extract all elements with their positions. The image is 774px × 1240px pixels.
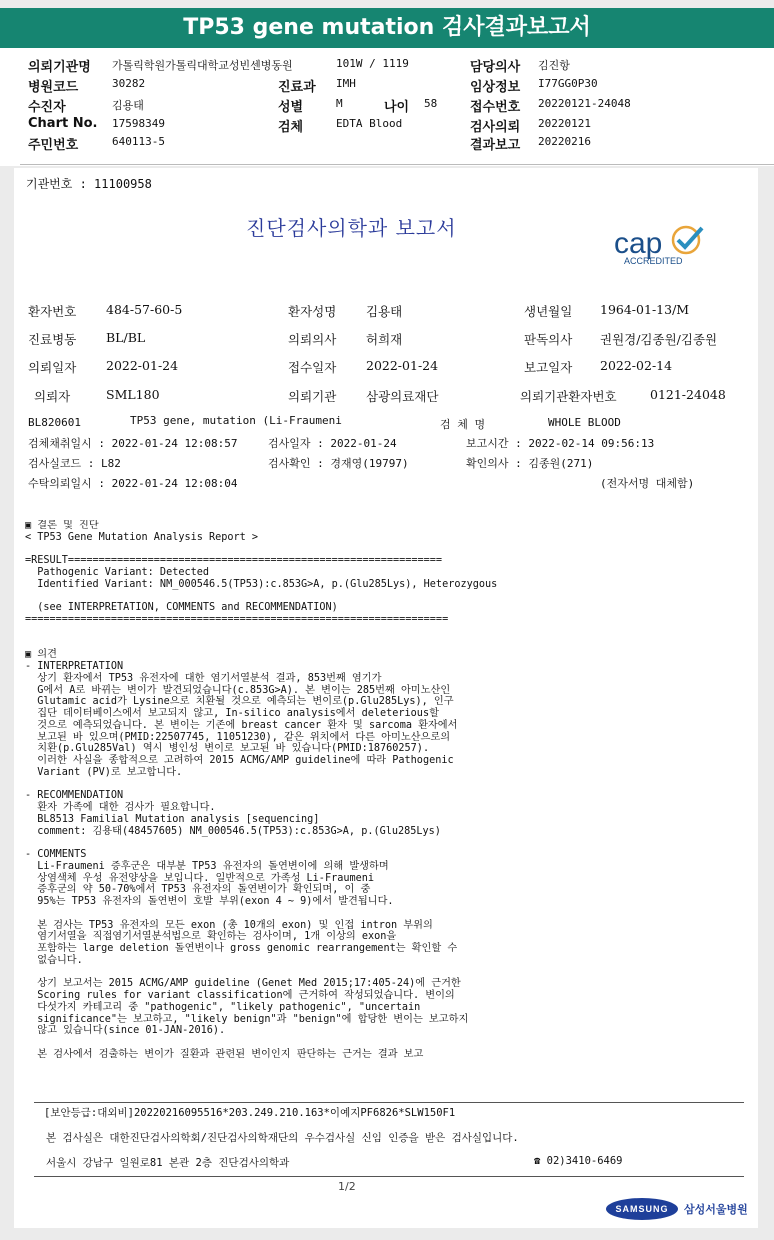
certification-note: 본 검사실은 대한진단검사의학회/진단검사의학재단의 우수검사실 신임 인증을 받은 검사실입니다. [46,1132,519,1144]
label-patient-name: 환자성명 [288,304,337,319]
label-institution: 의뢰기관명 [28,60,91,75]
security-line: [보안등급:대외비]20220216095516*203.249.210.163*이예지PF6826*SLW150F1 [44,1107,456,1119]
value-clinical-info: I77GG0P30 [538,77,598,90]
value-department: IMH [336,77,356,90]
value-request-doctor: 허희재 [366,332,403,347]
e-signature-note: (전자서명 대체함) [600,477,695,490]
cap-accredited-text: ACCREDITED [624,256,683,266]
value-birth: 1964-01-13/M [600,302,690,317]
label-department: 진료과 [278,80,316,95]
report-time: 보고시간 : 2022-02-14 09:56:13 [466,437,655,450]
value-report-day: 2022-02-14 [600,358,673,373]
value-patient-name: 김용태 [366,304,403,319]
specimen-name: WHOLE BLOOD [548,416,621,429]
value-resident-no: 640113-5 [112,135,165,148]
test-confirm: 검사확인 : 경재영(19797) [268,457,409,470]
cap-logo [612,220,722,268]
value-receipt-day: 2022-01-24 [366,358,439,373]
test-name: TP53 gene, mutation (Li-Fraumeni [130,414,342,427]
label-request-doctor: 의뢰의사 [288,332,337,347]
report-body-text: ▣ 결론 및 진단 < TP53 Gene Mutation Analysis Report > =RESULT============================================================= Pathogenic Variant: Detected Identified Variant: NM_000546.5(TP53):c.853G>A, p.(Glu285Lys), Heterozygous (see INTERPRETATION, COMMENTS and RECOMMENDATION) ===================================================================== ▣ 의견 - INTERPRETATION 상기 환자에서 TP53 유전자에 대한 염기서열분석 결과, 853번째 염기가 G에서 A로 바뀌는 변이가 발견되었습니다(c.853G>A). 본 변이는 285번째 아미노산인 Glutamic acid가 Lysine으로 치환될 것으로 예측되는 변이로(p.Glu285Lys), 인구 집단 데이터베이스에서 보고되지 않고, In-silico analysis에서 deleterious할 것으로 예측되었습니다. 본 변이는 기존에 breast cancer 환자 및 sarcoma 환자에서 보고된 바 있으며(PMID:22507745, 11051230), 같은 위치에서 다른 아미노산으로의 치환(p.Glu285Val) 역시 병인성 변이로 보고된 바 있습니다(PMID:18760257). 이러한 사실을 종합적으로 고려하여 2015 ACMG/AMP guideline에 따라 Pathogenic Variant (PV)로 보고합니다. - RECOMMENDATION 환자 가족에 대한 검사가 필요합니다. BL8513 Familial Mutation analysis [sequencing] comment: 김용태(48457605) NM_000546.5(TP53):c.853G>A, p.(Glu285Lys) - COMMENTS Li-Fraumeni 증후군은 대부분 TP53 유전자의 돌연변이에 의해 발생하며 상염색체 우성 유전양상을 보입니다. 일반적으로 가족성 Li-Fraumeni 증후군의 약 50-70%에서 TP53 유전자의 돌연변이가 확인되며, 이 중 95%는 TP53 유전자의 돌연변이 호발 부위(exon 4 ~ 9)에서 발견됩니다. 본 검사는 TP53 유전자의 모든 exon (총 10개의 exon) 및 인접 intron 부위의 염기서열을 직접염기서열분석법으로 확인하는 검사이며, 1개 이상의 exon을 포함하는 large deletion 돌연변이나 gross genomic rearrangement는 확인할 수 없습니다. 상기 보고서는 2015 ACMG/AMP guideline (Genet Med 2015;17:405-24)에 근거한 Scoring rules for variant classification에 근거하여 작성되었습니다. 변이의 다섯가지 카테고리 중 "pathogenic", "likely pathogenic", "uncertain significance"는 보고하고, "likely benign"과 "benign"에 합당한 변이는 보고하지 않고 있습니다(since 01-JAN-2016). 본 검사에서 검출하는 변이가 질환과 관련된 변이인지 판단하는 근거는 결과 보고 [25,520,498,1060]
label-ward: 진료병동 [28,332,77,347]
label-resident-no: 주민번호 [28,138,79,153]
label-hospital-code: 병원코드 [28,80,79,95]
page-number: 1/2 [338,1180,356,1193]
test-date: 검사일자 : 2022-01-24 [268,437,397,450]
lab-address: 서울시 강남구 일원로81 본관 2층 진단검사의학과 [46,1157,290,1169]
value-chart-no: 17598349 [112,117,165,130]
value-patient: 김용태 [112,99,144,112]
value-org-patient-no: 0121-24048 [650,387,726,402]
value-ward: 101W / 1119 [336,57,409,70]
value-request-org: 삼광의료재단 [366,389,439,404]
label-receipt-no: 접수번호 [470,100,521,115]
label-request-date: 검사의뢰 [470,120,521,135]
specimen-label: 검 체 명 [440,418,486,431]
cap-logo-text: cap [614,227,663,260]
label-request-org: 의뢰기관 [288,389,337,404]
receive-time: 수탁의뢰일시 : 2022-01-24 12:08:04 [28,477,238,490]
label-birth: 생년월일 [524,304,573,319]
lab-phone: ☎ 02)3410-6469 [534,1155,623,1167]
report-title: TP53 gene mutation 검사결과보고서 [183,15,591,40]
lab-code: 검사실코드 : L82 [28,457,121,470]
value-result-report: 20220216 [538,135,591,148]
value-sex: M [336,97,343,110]
value-ward-bl: BL/BL [106,330,146,345]
footer-divider-top [34,1102,744,1103]
footer-divider-bottom [34,1176,744,1177]
confirm-doctor: 확인의사 : 김종원(271) [466,457,594,470]
value-request-day: 2022-01-24 [106,358,179,373]
lab-report-title: 진단검사의학과 보고서 [246,216,457,240]
header-info [0,48,774,166]
value-hospital-code: 30282 [112,77,146,90]
header-divider [20,164,774,165]
label-patient: 수진자 [28,100,66,115]
value-receipt-no: 20220121-24048 [538,97,631,110]
label-clinical-info: 임상정보 [470,80,521,95]
value-doctor: 김진항 [538,59,570,72]
collect-time: 검체채취일시 : 2022-01-24 12:08:57 [28,437,238,450]
label-requester: 의뢰자 [34,389,71,404]
agency-number: 기관번호 : 11100958 [26,177,152,191]
label-age: 나이 [384,100,410,115]
value-institution: 가톨릭학원가톨릭대학교성빈센병동원 [112,59,293,72]
hospital-name: 삼성서울병원 [684,1203,748,1216]
label-patient-no: 환자번호 [28,304,77,319]
samsung-logo-text: SAMSUNG [615,1204,669,1214]
report-title-bar [0,8,774,48]
label-org-patient-no: 의뢰기관환자번호 [520,389,617,404]
value-requester: SML180 [106,387,160,402]
label-result-report: 결과보고 [470,138,521,153]
value-request-date: 20220121 [538,117,591,130]
label-request-day: 의뢰일자 [28,360,77,375]
value-patient-no: 484-57-60-5 [106,302,183,317]
label-chart-no: Chart No. [28,116,98,131]
label-specimen: 검체 [278,120,304,135]
label-doctor: 담당의사 [470,60,521,75]
label-sex: 성별 [278,100,304,115]
label-report-day: 보고일자 [524,360,573,375]
value-age: 58 [424,97,438,110]
test-code: BL820601 [28,416,81,429]
label-reading-doctor: 판독의사 [524,332,573,347]
value-specimen: EDTA Blood [336,117,403,130]
samsung-logo [606,1198,678,1220]
value-reading-doctor: 권원경/김종원/김종원 [600,332,718,347]
label-receipt-day: 접수일자 [288,360,337,375]
